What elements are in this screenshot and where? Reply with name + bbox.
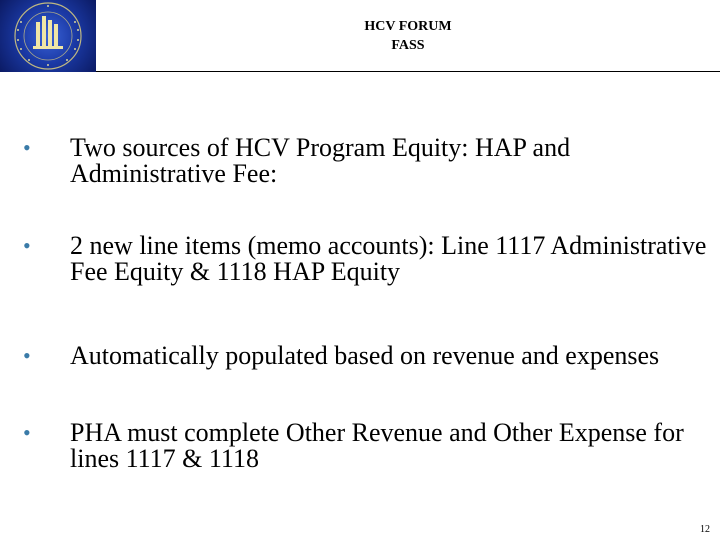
bullet-item (23, 231, 710, 286)
hud-seal-icon (0, 0, 96, 72)
bullet-dot-icon: • (23, 233, 31, 258)
bullet-item (23, 418, 710, 473)
bullet-text: 2 new line items (memo accounts): Line 1117 Administrative Fee Equity & 1118 HAP Equity (70, 231, 707, 286)
page-number: 12 (700, 524, 710, 535)
bullet-item (23, 133, 710, 188)
bullet-text: Automatically populated based on revenue and expenses (70, 341, 660, 370)
bullet-dot-icon: • (23, 135, 31, 160)
header-divider (96, 71, 720, 72)
bullet-text: PHA must complete Other Revenue and Other Expense for lines 1117 & 1118 (70, 418, 684, 473)
title-line-1: HCV FORUM (364, 19, 452, 34)
bullet-dot-icon: • (23, 343, 31, 368)
bullet-item (23, 341, 710, 370)
bullet-text: Two sources of HCV Program Equity: HAP and Administrative Fee: (70, 133, 571, 188)
title-line-2: FASS (391, 38, 425, 53)
page-title (96, 17, 720, 55)
bullet-dot-icon: • (23, 420, 31, 445)
